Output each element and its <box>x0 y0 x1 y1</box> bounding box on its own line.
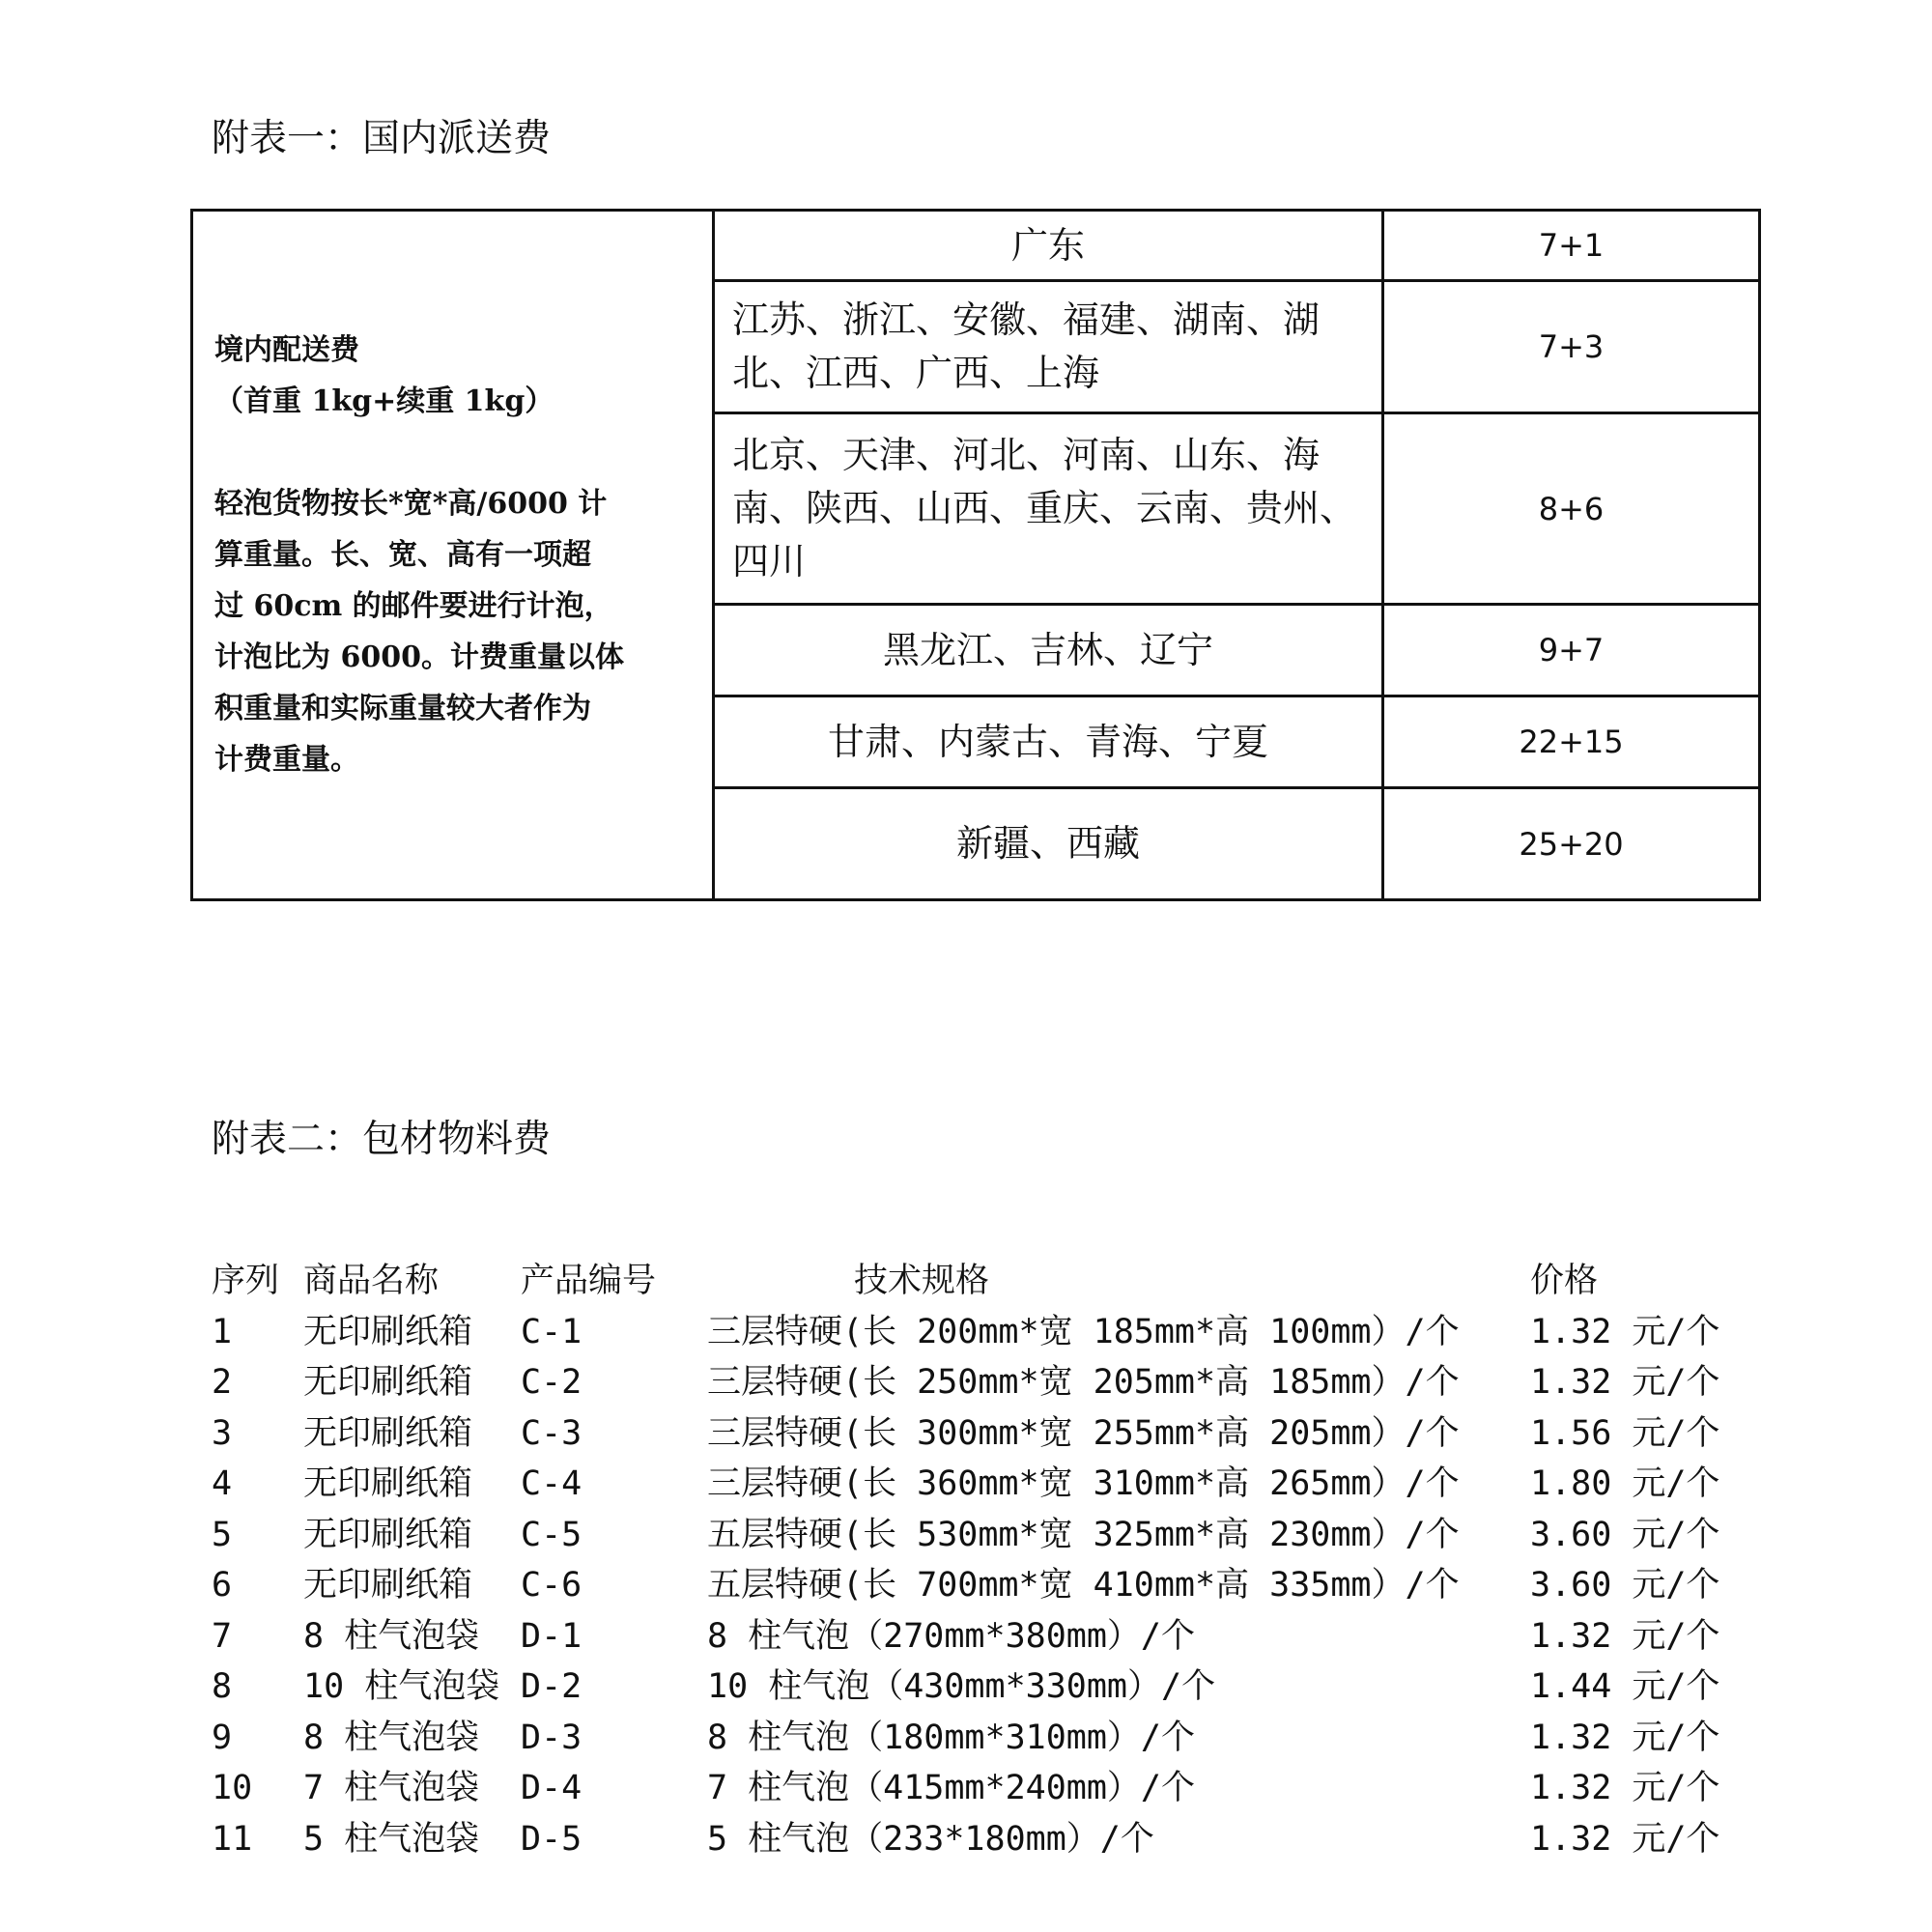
region-text: 南、陕西、山西、重庆、云南、贵州、 <box>732 487 1357 529</box>
item-seq: 4 <box>212 1464 233 1503</box>
item-spec: 5 柱气泡（233*180mm）/个 <box>707 1819 1154 1859</box>
item-price: 1.56 元/个 <box>1530 1413 1720 1453</box>
item-price: 1.80 元/个 <box>1530 1464 1720 1503</box>
item-spec: 8 柱气泡（270mm*380mm）/个 <box>707 1616 1196 1656</box>
item-spec: 三层特硬(长 200mm*宽 185mm*高 100mm）/个 <box>707 1312 1460 1351</box>
price-cell: 25+20 <box>1383 788 1760 900</box>
item-price: 1.32 元/个 <box>1530 1616 1720 1656</box>
item-name: 无印刷纸箱 <box>303 1312 473 1351</box>
item-code: D-5 <box>521 1819 582 1859</box>
item-seq: 2 <box>212 1363 233 1402</box>
item-name: 无印刷纸箱 <box>303 1413 473 1453</box>
item-price: 3.60 元/个 <box>1530 1566 1720 1605</box>
delivery-fee-title: 附表一：国内派送费 <box>212 117 552 160</box>
item-code: C-4 <box>521 1464 582 1503</box>
item-name: 8 柱气泡袋 <box>303 1718 480 1757</box>
item-code: D-1 <box>521 1616 582 1656</box>
description-weight-rule: （首重 1kg+续重 1kg） <box>214 384 554 418</box>
item-seq: 9 <box>212 1718 233 1757</box>
item-price: 1.32 元/个 <box>1530 1312 1720 1351</box>
header-code: 产品编号 <box>521 1262 657 1300</box>
delivery-fee-description <box>192 211 714 900</box>
item-seq: 11 <box>212 1819 253 1859</box>
packaging-fee-title: 附表二：包材物料费 <box>212 1118 552 1161</box>
description-note-line: 积重量和实际重量较大者作为 <box>214 692 591 725</box>
item-spec: 五层特硬(长 530mm*宽 325mm*高 230mm）/个 <box>707 1515 1460 1554</box>
description-note-line: 计泡比为 6000。计费重量以体 <box>214 640 624 674</box>
region-text: 新疆、西藏 <box>955 822 1140 865</box>
item-seq: 7 <box>212 1616 233 1656</box>
item-code: C-5 <box>521 1515 582 1554</box>
region-cell <box>714 788 1383 900</box>
item-name: 5 柱气泡袋 <box>303 1819 480 1859</box>
item-code: D-3 <box>521 1718 582 1757</box>
region-text: 北、江西、广西、上海 <box>732 352 1100 394</box>
item-price: 1.32 元/个 <box>1530 1819 1720 1859</box>
item-code: C-3 <box>521 1413 582 1453</box>
price-cell: 22+15 <box>1383 696 1760 788</box>
item-spec: 五层特硬(长 700mm*宽 410mm*高 335mm）/个 <box>707 1566 1460 1605</box>
item-name: 7 柱气泡袋 <box>303 1769 480 1807</box>
item-seq: 6 <box>212 1566 233 1605</box>
item-name: 无印刷纸箱 <box>303 1515 473 1554</box>
description-note-line: 过 60cm 的邮件要进行计泡， <box>214 589 613 623</box>
header-spec: 技术规格 <box>854 1262 990 1300</box>
delivery-fee-table <box>190 209 1761 901</box>
description-note-line: 轻泡货物按长*宽*高/6000 计 <box>214 487 608 521</box>
region-text: 四川 <box>732 540 807 582</box>
item-seq: 1 <box>212 1312 233 1351</box>
item-spec: 7 柱气泡（415mm*240mm）/个 <box>707 1769 1196 1807</box>
item-spec: 三层特硬(长 250mm*宽 205mm*高 185mm）/个 <box>707 1363 1460 1402</box>
item-name: 无印刷纸箱 <box>303 1566 473 1605</box>
description-note-line: 算重量。长、宽、高有一项超 <box>214 538 591 572</box>
item-price: 1.32 元/个 <box>1530 1718 1720 1757</box>
price-cell: 8+6 <box>1383 413 1760 605</box>
price-cell: 7+1 <box>1383 211 1760 281</box>
header-name: 商品名称 <box>303 1262 440 1300</box>
item-code: C-1 <box>521 1312 582 1351</box>
item-code: D-4 <box>521 1769 582 1807</box>
region-text: 江苏、浙江、安徽、福建、湖南、湖 <box>732 298 1321 341</box>
region-cell <box>714 696 1383 788</box>
region-cell <box>714 211 1383 281</box>
region-text: 甘肃、内蒙古、青海、宁夏 <box>827 720 1268 763</box>
item-code: C-6 <box>521 1566 582 1605</box>
item-spec: 10 柱气泡（430mm*330mm）/个 <box>707 1667 1216 1706</box>
item-name: 无印刷纸箱 <box>303 1363 473 1402</box>
description-heading: 境内配送费 <box>214 333 359 367</box>
item-price: 1.32 元/个 <box>1530 1363 1720 1402</box>
region-text: 广东 <box>1010 223 1085 267</box>
item-code: C-2 <box>521 1363 582 1402</box>
item-spec: 三层特硬(长 360mm*宽 310mm*高 265mm）/个 <box>707 1464 1460 1503</box>
header-seq: 序列 <box>212 1262 280 1300</box>
item-name: 无印刷纸箱 <box>303 1464 473 1503</box>
item-code: D-2 <box>521 1667 582 1706</box>
region-cell <box>714 605 1383 696</box>
region-cell <box>714 413 1383 605</box>
price-cell: 9+7 <box>1383 605 1760 696</box>
item-seq: 5 <box>212 1515 233 1554</box>
item-spec: 8 柱气泡（180mm*310mm）/个 <box>707 1718 1196 1757</box>
item-spec: 三层特硬(长 300mm*宽 255mm*高 205mm）/个 <box>707 1413 1460 1453</box>
item-seq: 8 <box>212 1667 233 1706</box>
region-cell <box>714 281 1383 413</box>
description-note-line: 计费重量。 <box>214 743 359 777</box>
item-price: 1.44 元/个 <box>1530 1667 1720 1706</box>
item-seq: 3 <box>212 1413 233 1453</box>
header-price: 价格 <box>1530 1262 1599 1300</box>
item-seq: 10 <box>212 1769 253 1807</box>
region-text: 北京、天津、河北、河南、山东、海 <box>732 434 1321 476</box>
item-price: 3.60 元/个 <box>1530 1515 1720 1554</box>
delivery-row <box>192 211 1760 281</box>
price-cell: 7+3 <box>1383 281 1760 413</box>
item-name: 10 柱气泡袋 <box>303 1667 500 1706</box>
region-text: 黑龙江、吉林、辽宁 <box>882 628 1213 671</box>
item-name: 8 柱气泡袋 <box>303 1616 480 1656</box>
item-price: 1.32 元/个 <box>1530 1769 1720 1807</box>
